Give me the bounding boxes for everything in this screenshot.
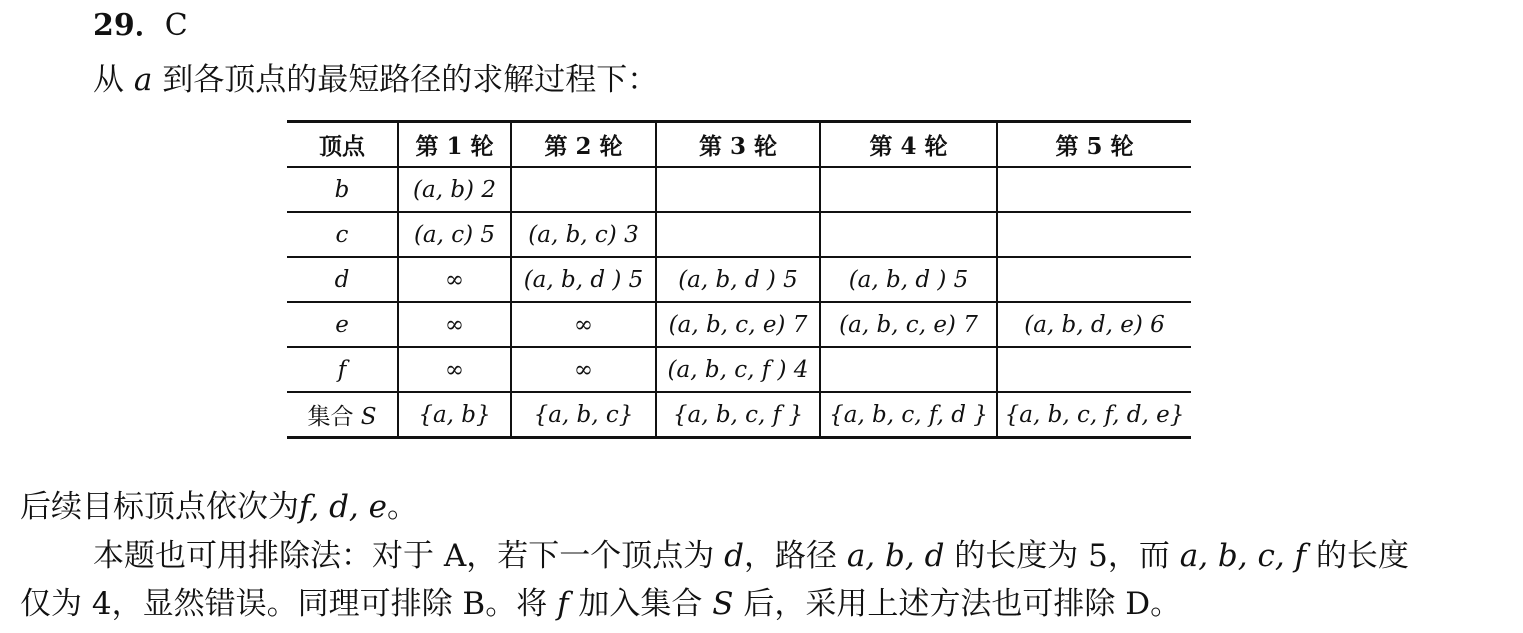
table-cell (997, 257, 1191, 302)
para1-var-3: a, b, c, f (1179, 538, 1307, 574)
table-cell (656, 167, 820, 212)
vertex-cell: e (287, 302, 398, 347)
table-cell: (a, b, c, e) 7 (656, 302, 820, 347)
table-cell: ∞ (511, 347, 656, 392)
table-cell: (a, b, c) 3 (511, 212, 656, 257)
set-cell: {a, b, c} (511, 392, 656, 438)
header-cell: 第 3 轮 (656, 122, 820, 168)
header-cell: 第 1 轮 (398, 122, 511, 168)
para2-var-2: S (712, 586, 734, 622)
table-cell (997, 167, 1191, 212)
para1-text-2: ，路径 (743, 538, 837, 574)
question-number: 29． (93, 8, 165, 43)
set-label-cell (287, 392, 398, 438)
question-answer: C (164, 8, 188, 43)
vertex-cell: c (287, 212, 398, 257)
explanation-line-1 (93, 536, 1409, 576)
table-cell (820, 347, 997, 392)
table-row (287, 347, 1191, 392)
table-cell (820, 212, 997, 257)
para1-text-3: 的长度为 5，而 (954, 538, 1170, 574)
table-cell: (a, b, c, f ) 4 (656, 347, 820, 392)
para2-text-3: 后，采用上述方法也可排除 D。 (743, 586, 1182, 622)
vertex-cell: b (287, 167, 398, 212)
para1-text-4: 的长度 (1315, 538, 1409, 574)
follow-vars: f, d, e (299, 489, 387, 525)
header-cell: 顶点 (287, 122, 398, 168)
table-cell: ∞ (398, 257, 511, 302)
table-cell: ∞ (398, 302, 511, 347)
header-cell: 第 4 轮 (820, 122, 997, 168)
table-cell: (a, b, d ) 5 (656, 257, 820, 302)
table-cell (656, 212, 820, 257)
follow-text-post: 。 (386, 489, 418, 525)
set-cell: {a, b, c, f, d, e} (997, 392, 1191, 438)
set-cell: {a, b, c, f } (656, 392, 820, 438)
set-cell: {a, b, c, f, d } (820, 392, 997, 438)
set-label-var: S (360, 404, 377, 430)
para2-text-2: 加入集合 (578, 586, 703, 622)
table-row (287, 302, 1191, 347)
table-cell: (a, b, d, e) 6 (997, 302, 1191, 347)
intro-var: a (133, 62, 153, 98)
table-cell (511, 167, 656, 212)
table-cell (997, 212, 1191, 257)
follow-line (20, 487, 418, 527)
question-title (93, 6, 188, 46)
table-cell (820, 167, 997, 212)
header-cell: 第 2 轮 (511, 122, 656, 168)
shortest-path-table (287, 120, 1191, 439)
table-cell: (a, b, d ) 5 (511, 257, 656, 302)
explanation-line-2 (20, 584, 1181, 624)
table-cell (997, 347, 1191, 392)
table-cell: (a, b) 2 (398, 167, 511, 212)
intro-line (93, 60, 658, 100)
set-cell: {a, b} (398, 392, 511, 438)
table-row (287, 212, 1191, 257)
vertex-cell: f (287, 347, 398, 392)
table-row (287, 167, 1191, 212)
intro-text-pre: 从 (93, 62, 124, 98)
set-row (287, 392, 1191, 438)
table-cell: (a, c) 5 (398, 212, 511, 257)
para2-text-1: 仅为 4，显然错误。同理可排除 B。将 (20, 586, 548, 622)
table-header-row (287, 122, 1191, 168)
table-cell: ∞ (398, 347, 511, 392)
table-row (287, 257, 1191, 302)
follow-text-pre: 后续目标顶点依次为 (20, 489, 299, 525)
vertex-cell: d (287, 257, 398, 302)
table-cell: (a, b, c, e) 7 (820, 302, 997, 347)
para1-text-1: 本题也可用排除法：对于 A，若下一个顶点为 (93, 538, 715, 574)
para2-var-1: f (557, 586, 569, 622)
para1-var-2: a, b, d (846, 538, 945, 574)
table-cell: (a, b, d ) 5 (820, 257, 997, 302)
para1-var-1: d (724, 538, 744, 574)
set-label-text: 集合 (307, 404, 354, 430)
table-cell: ∞ (511, 302, 656, 347)
header-cell: 第 5 轮 (997, 122, 1191, 168)
intro-text-post: 到各顶点的最短路径的求解过程下： (162, 62, 659, 98)
